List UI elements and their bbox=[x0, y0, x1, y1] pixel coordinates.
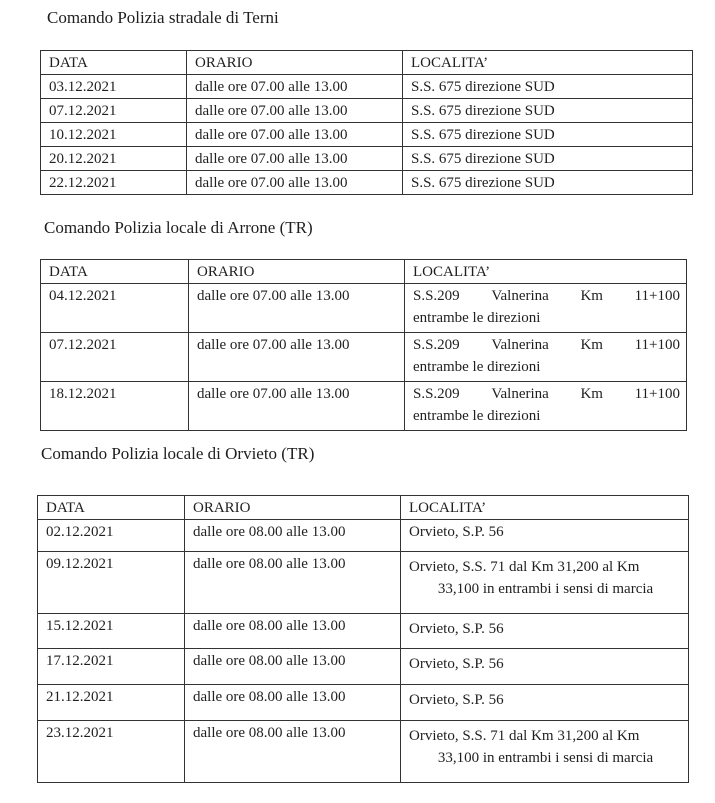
cell-location: S.S. 675 direzione SUD bbox=[403, 147, 693, 171]
cell-location bbox=[401, 721, 689, 783]
header-localita: LOCALITA’ bbox=[405, 260, 687, 284]
table-row bbox=[38, 520, 689, 552]
cell-date: 07.12.2021 bbox=[41, 99, 187, 123]
table-row bbox=[38, 614, 689, 649]
cell-date: 21.12.2021 bbox=[38, 685, 185, 721]
cell-location: Orvieto, S.P. 56 bbox=[401, 520, 689, 552]
cell-date: 18.12.2021 bbox=[41, 382, 189, 431]
cell-time: dalle ore 07.00 alle 13.00 bbox=[187, 147, 403, 171]
cell-location: Orvieto, S.P. 56 bbox=[401, 649, 689, 685]
table-row bbox=[41, 382, 687, 431]
cell-location bbox=[405, 333, 687, 382]
table-row bbox=[41, 171, 693, 195]
cell-location: S.S. 675 direzione SUD bbox=[403, 171, 693, 195]
table-row bbox=[41, 333, 687, 382]
table-row bbox=[41, 147, 693, 171]
table-terni bbox=[40, 50, 693, 195]
cell-time: dalle ore 07.00 alle 13.00 bbox=[187, 123, 403, 147]
cell-time: dalle ore 08.00 alle 13.00 bbox=[185, 685, 401, 721]
header-data: DATA bbox=[41, 260, 189, 284]
table-orvieto bbox=[37, 495, 689, 783]
location-line-2: entrambe le direzioni bbox=[413, 359, 541, 375]
km-value: 11+100 bbox=[634, 386, 680, 402]
cell-location: S.S. 675 direzione SUD bbox=[403, 123, 693, 147]
cell-location: S.S. 675 direzione SUD bbox=[403, 75, 693, 99]
cell-location bbox=[401, 552, 689, 614]
table-arrone bbox=[40, 259, 687, 431]
cell-time: dalle ore 08.00 alle 13.00 bbox=[185, 614, 401, 649]
table-header-row bbox=[41, 260, 687, 284]
table-row bbox=[38, 685, 689, 721]
location-line-2: 33,100 in entrambi i sensi di marcia bbox=[437, 750, 654, 766]
table-header-row bbox=[41, 51, 693, 75]
km-label: Km bbox=[580, 337, 603, 353]
header-localita: LOCALITA’ bbox=[401, 496, 689, 520]
header-localita: LOCALITA’ bbox=[403, 51, 693, 75]
cell-time: dalle ore 08.00 alle 13.00 bbox=[185, 552, 401, 614]
road-code: S.S.209 bbox=[413, 288, 460, 304]
table-row bbox=[41, 123, 693, 147]
location-line bbox=[413, 383, 680, 405]
cell-time: dalle ore 08.00 alle 13.00 bbox=[185, 721, 401, 783]
section-title-terni: Comando Polizia stradale di Terni bbox=[47, 8, 279, 27]
section-title-arrone: Comando Polizia locale di Arrone (TR) bbox=[44, 218, 313, 237]
cell-date: 22.12.2021 bbox=[41, 171, 187, 195]
cell-location bbox=[405, 382, 687, 431]
road-code: S.S.209 bbox=[413, 386, 460, 402]
km-value: 11+100 bbox=[634, 337, 680, 353]
location-line-2: entrambe le direzioni bbox=[413, 310, 541, 326]
cell-time: dalle ore 07.00 alle 13.00 bbox=[187, 75, 403, 99]
cell-date: 23.12.2021 bbox=[38, 721, 185, 783]
location-line: Orvieto, S.S. 71 dal Km 31,200 al Km bbox=[409, 728, 640, 744]
road-name: Valnerina bbox=[491, 386, 549, 402]
cell-date: 20.12.2021 bbox=[41, 147, 187, 171]
table-row bbox=[38, 552, 689, 614]
cell-time: dalle ore 07.00 alle 13.00 bbox=[189, 382, 405, 431]
cell-location: Orvieto, S.P. 56 bbox=[401, 685, 689, 721]
road-name: Valnerina bbox=[491, 288, 549, 304]
road-code: S.S.209 bbox=[413, 337, 460, 353]
table-row bbox=[41, 99, 693, 123]
cell-date: 17.12.2021 bbox=[38, 649, 185, 685]
cell-time: dalle ore 07.00 alle 13.00 bbox=[189, 284, 405, 333]
km-label: Km bbox=[580, 386, 603, 402]
header-orario: ORARIO bbox=[189, 260, 405, 284]
location-line-2: entrambe le direzioni bbox=[413, 408, 541, 424]
location-line: Orvieto, S.S. 71 dal Km 31,200 al Km bbox=[409, 559, 640, 575]
cell-time: dalle ore 08.00 alle 13.00 bbox=[185, 520, 401, 552]
cell-time: dalle ore 07.00 alle 13.00 bbox=[189, 333, 405, 382]
cell-time: dalle ore 08.00 alle 13.00 bbox=[185, 649, 401, 685]
cell-location: Orvieto, S.P. 56 bbox=[401, 614, 689, 649]
table-row bbox=[38, 649, 689, 685]
table-header-row bbox=[38, 496, 689, 520]
km-value: 11+100 bbox=[634, 288, 680, 304]
cell-location: S.S. 675 direzione SUD bbox=[403, 99, 693, 123]
cell-date: 15.12.2021 bbox=[38, 614, 185, 649]
cell-time: dalle ore 07.00 alle 13.00 bbox=[187, 171, 403, 195]
section-title-orvieto: Comando Polizia locale di Orvieto (TR) bbox=[41, 444, 315, 463]
header-data: DATA bbox=[41, 51, 187, 75]
header-data: DATA bbox=[38, 496, 185, 520]
cell-date: 03.12.2021 bbox=[41, 75, 187, 99]
cell-time: dalle ore 07.00 alle 13.00 bbox=[187, 99, 403, 123]
cell-location bbox=[405, 284, 687, 333]
road-name: Valnerina bbox=[491, 337, 549, 353]
header-orario: ORARIO bbox=[185, 496, 401, 520]
cell-date: 04.12.2021 bbox=[41, 284, 189, 333]
table-row bbox=[38, 721, 689, 783]
location-line bbox=[413, 334, 680, 356]
table-row bbox=[41, 284, 687, 333]
location-line-2: 33,100 in entrambi i sensi di marcia bbox=[437, 581, 654, 597]
header-orario: ORARIO bbox=[187, 51, 403, 75]
cell-date: 10.12.2021 bbox=[41, 123, 187, 147]
cell-date: 09.12.2021 bbox=[38, 552, 185, 614]
table-row bbox=[41, 75, 693, 99]
cell-date: 07.12.2021 bbox=[41, 333, 189, 382]
location-line bbox=[413, 285, 680, 307]
km-label: Km bbox=[580, 288, 603, 304]
cell-date: 02.12.2021 bbox=[38, 520, 185, 552]
